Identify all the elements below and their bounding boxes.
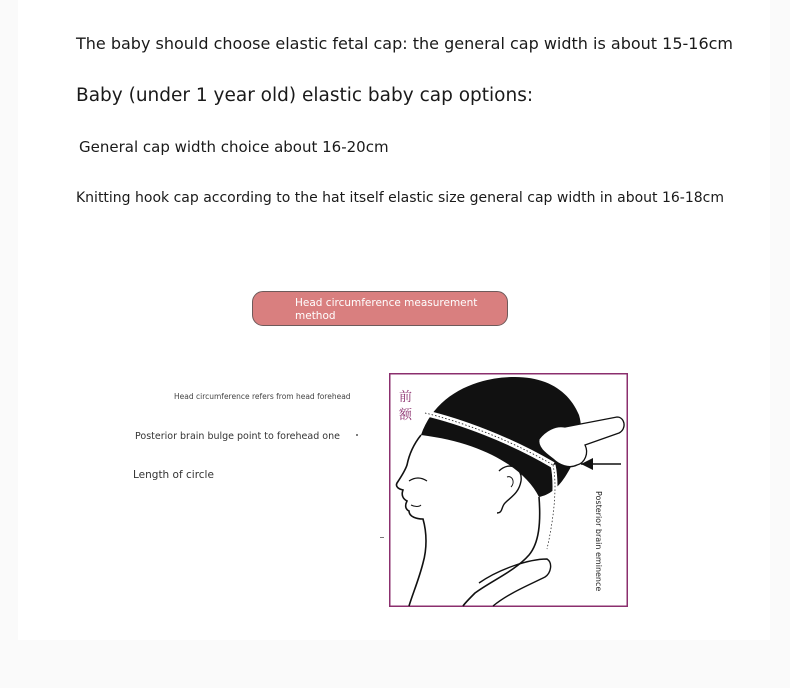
knitting-hook-text: Knitting hook cap according to the hat itself elastic size general cap width in about 16-18cm bbox=[76, 190, 724, 206]
caption-line-3: Length of circle bbox=[133, 469, 214, 481]
forehead-label-char-2: 额 bbox=[399, 408, 413, 423]
forehead-label-char-1: 前 bbox=[399, 390, 413, 405]
caption-line-2: Posterior brain bulge point to forehead one bbox=[135, 431, 340, 442]
posterior-label: Posterior brain eminence bbox=[594, 491, 603, 592]
measurement-title-badge bbox=[252, 291, 508, 326]
decorative-dot bbox=[356, 434, 358, 436]
decorative-dash bbox=[380, 537, 384, 538]
head-illustration-svg bbox=[389, 373, 628, 607]
caption-line-1: Head circumference refers from head forehead bbox=[174, 392, 351, 401]
fetal-cap-text: The baby should choose elastic fetal cap: the general cap width is about 15-16cm bbox=[76, 34, 734, 53]
measurement-title: Head circumference measurement method bbox=[295, 297, 478, 322]
general-width-text: General cap width choice about 16-20cm bbox=[79, 138, 389, 156]
baby-cap-heading: Baby (under 1 year old) elastic baby cap options: bbox=[76, 85, 534, 106]
head-measurement-illustration bbox=[389, 373, 628, 607]
